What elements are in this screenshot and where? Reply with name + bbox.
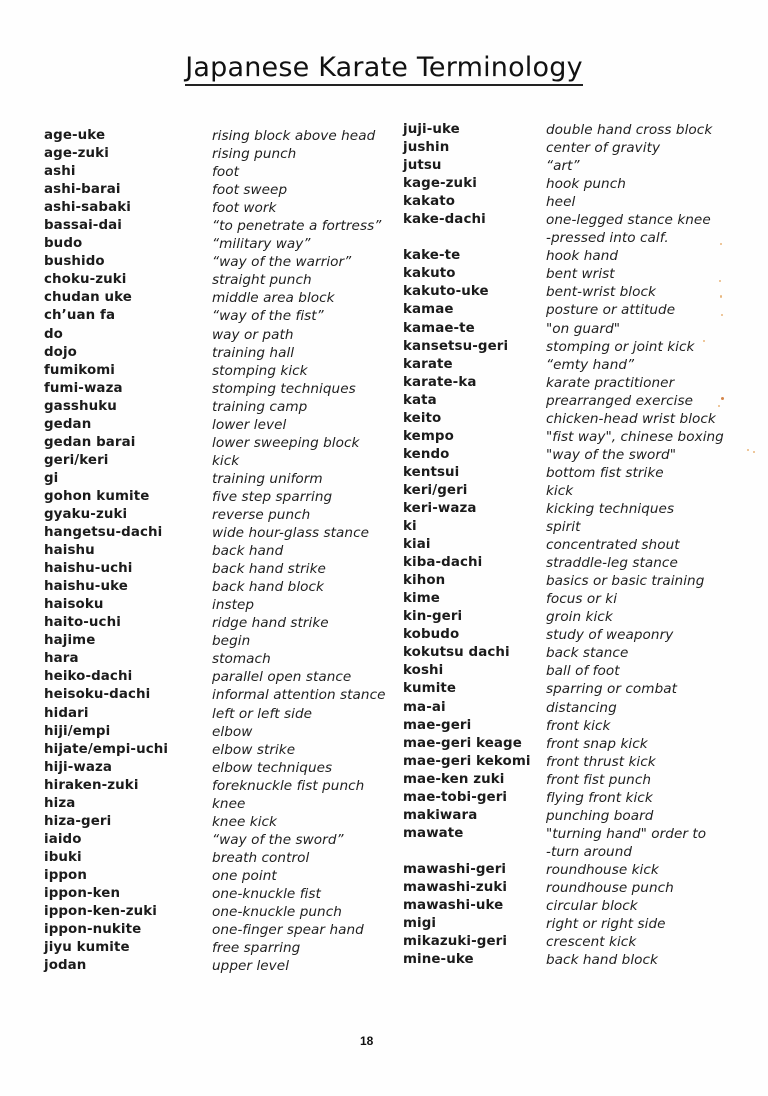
definition-cell: back stance — [546, 645, 629, 662]
term-cell: kata — [403, 392, 437, 408]
definition-cell: karate practitioner — [546, 374, 675, 391]
term-cell: kake-dachi — [403, 212, 486, 228]
definition-cell: circular block — [546, 898, 638, 915]
definition-cell: stomping kick — [212, 362, 308, 379]
term-cell: kumite — [403, 681, 457, 697]
definition-cell: foot work — [212, 200, 277, 217]
term-cell: heisoku-dachi — [44, 687, 151, 703]
definition-cell: foot sweep — [212, 182, 288, 199]
term-cell: mawashi-uke — [403, 898, 504, 914]
term-cell: mawashi-zuki — [403, 879, 508, 895]
definition-cell: crescent kick — [546, 934, 637, 951]
definition-cell: front fist punch — [546, 771, 652, 788]
definition-cell: punching board — [546, 807, 654, 824]
definition-cell: back hand strike — [212, 561, 326, 578]
term-cell — [403, 229, 531, 247]
term-cell: koshi — [403, 663, 444, 679]
right-terms-column — [403, 121, 531, 969]
term-cell: hijate/empi-uchi — [44, 741, 169, 757]
term-cell: hiji/empi — [44, 723, 111, 739]
paper-speck — [720, 243, 722, 245]
definition-cell: parallel open stance — [212, 669, 352, 686]
definition-cell: begin — [212, 633, 251, 650]
definition-cell: elbow techniques — [212, 759, 333, 776]
page-number: 18 — [360, 1034, 374, 1048]
term-cell: hiraken-zuki — [44, 777, 139, 793]
term-cell: fumikomi — [44, 362, 115, 378]
definition-cell: back hand — [212, 543, 284, 560]
term-cell: hara — [44, 651, 79, 667]
term-cell: age-zuki — [44, 146, 109, 162]
term-cell: karate — [403, 356, 453, 372]
term-cell: fumi-waza — [44, 380, 123, 396]
left-definitions-column — [212, 127, 386, 975]
term-cell: dojo — [44, 344, 77, 360]
term-cell: ibuki — [44, 849, 82, 865]
definition-cell: -turn around — [546, 843, 633, 860]
term-cell: ippon-ken — [44, 885, 121, 901]
definition-cell: kick — [546, 482, 574, 499]
definition-cell: chicken-head wrist block — [546, 410, 716, 427]
definition-cell: kick — [212, 452, 240, 469]
term-cell: kake-te — [403, 248, 461, 264]
term-cell: jodan — [44, 958, 87, 974]
definition-cell: bent-wrist block — [546, 284, 656, 301]
term-cell: ki — [403, 519, 417, 535]
left-terms-column — [44, 127, 168, 975]
definition-cell: training camp — [212, 398, 308, 415]
definition-cell: five step sparring — [212, 488, 333, 505]
definition-cell: -pressed into calf. — [546, 230, 669, 247]
term-cell: ippon-ken-zuki — [44, 904, 157, 920]
definition-cell: straight punch — [212, 272, 312, 289]
definition-cell: “art” — [546, 158, 580, 175]
term-cell: haishu — [44, 543, 95, 559]
term-cell: gedan — [44, 416, 92, 432]
term-cell: hiza — [44, 795, 76, 811]
term-cell: hiji-waza — [44, 759, 112, 775]
term-cell: ashi-sabaki — [44, 200, 131, 216]
definition-cell: focus or ki — [546, 591, 618, 608]
term-cell: geri/keri — [44, 452, 109, 468]
definition-cell: “to penetrate a fortress” — [212, 218, 382, 235]
term-cell: kime — [403, 591, 440, 607]
paper-speck — [719, 280, 721, 282]
definition-cell: front snap kick — [546, 735, 648, 752]
paper-speck — [718, 405, 720, 407]
term-cell: ma-ai — [403, 699, 446, 715]
term-cell: haisoku — [44, 597, 104, 613]
term-cell: keito — [403, 410, 442, 426]
definition-cell: one-finger spear hand — [212, 922, 364, 939]
definition-cell: one-knuckle fist — [212, 885, 321, 902]
term-cell: kamae-te — [403, 320, 475, 336]
paper-speck — [721, 314, 723, 316]
definition-cell: “way of the fist” — [212, 308, 324, 325]
definition-cell: ball of foot — [546, 663, 620, 680]
term-cell: kendo — [403, 446, 450, 462]
definition-cell: lower level — [212, 416, 287, 433]
definition-cell: free sparring — [212, 940, 301, 957]
term-cell: heiko-dachi — [44, 669, 133, 685]
definition-cell: training hall — [212, 344, 295, 361]
definition-cell: elbow — [212, 723, 253, 740]
term-cell — [403, 843, 531, 861]
term-cell: juji-uke — [403, 122, 460, 137]
term-cell: jutsu — [403, 158, 442, 174]
definition-cell: heel — [546, 194, 576, 211]
term-cell: bassai-dai — [44, 218, 122, 234]
term-cell: jushin — [403, 140, 450, 156]
definition-cell: knee — [212, 795, 246, 812]
definition-cell: ridge hand strike — [212, 615, 329, 632]
definition-cell: bottom fist strike — [546, 464, 664, 481]
term-cell: ippon — [44, 867, 87, 883]
definition-cell: elbow strike — [212, 741, 296, 758]
term-cell: age-uke — [44, 128, 106, 143]
definition-cell: left or left side — [212, 705, 313, 722]
definition-cell: one point — [212, 867, 277, 884]
term-cell: kakuto-uke — [403, 284, 489, 300]
term-cell: kentsui — [403, 464, 460, 480]
term-cell: jiyu kumite — [44, 940, 130, 956]
term-cell: budo — [44, 236, 83, 252]
term-cell: haishu-uchi — [44, 561, 133, 577]
definition-cell: kicking techniques — [546, 500, 675, 517]
term-cell: kansetsu-geri — [403, 338, 509, 354]
definition-cell: roundhouse punch — [546, 879, 674, 896]
paper-speck — [720, 295, 722, 298]
definition-cell: "turning hand" order to — [546, 825, 707, 842]
definition-cell: center of gravity — [546, 140, 661, 157]
definition-cell: posture or attitude — [546, 302, 676, 319]
term-cell: mawate — [403, 825, 464, 841]
term-cell: kakato — [403, 194, 456, 210]
definition-cell: stomping techniques — [212, 380, 356, 397]
term-cell: gyaku-zuki — [44, 506, 128, 522]
term-cell: kobudo — [403, 627, 460, 643]
definition-cell: groin kick — [546, 609, 613, 626]
term-cell: kihon — [403, 573, 446, 589]
definition-cell: stomping or joint kick — [546, 338, 695, 355]
definition-cell: knee kick — [212, 813, 277, 830]
term-cell: haito-uchi — [44, 615, 121, 631]
definition-cell: basics or basic training — [546, 573, 705, 590]
term-cell: gedan barai — [44, 434, 136, 450]
definition-cell: way or path — [212, 326, 294, 343]
term-cell: mae-tobi-geri — [403, 789, 508, 805]
definition-cell: back hand block — [212, 579, 324, 596]
term-cell: migi — [403, 916, 437, 932]
term-cell: ch’uan fa — [44, 308, 116, 324]
term-cell: kin-geri — [403, 609, 463, 625]
definition-cell: "on guard" — [546, 320, 621, 337]
definition-cell: lower sweeping block — [212, 434, 360, 451]
definition-cell: informal attention stance — [212, 687, 386, 704]
term-cell: kakuto — [403, 266, 456, 282]
definition-cell: sparring or combat — [546, 681, 678, 698]
page-title-text: Japanese Karate Terminology — [185, 52, 583, 86]
term-cell: kamae — [403, 302, 454, 318]
definition-cell: one-knuckle punch — [212, 904, 342, 921]
term-cell: chudan uke — [44, 290, 132, 306]
definition-cell: double hand cross block — [546, 122, 713, 138]
term-cell: mae-geri kekomi — [403, 753, 531, 769]
definition-cell: foreknuckle fist punch — [212, 777, 365, 794]
term-cell: kempo — [403, 428, 454, 444]
definition-cell: wide hour-glass stance — [212, 525, 370, 542]
definition-cell: hook punch — [546, 176, 626, 193]
term-cell: karate-ka — [403, 374, 477, 390]
definition-cell: front kick — [546, 717, 611, 734]
paper-speck — [753, 451, 755, 453]
definition-cell: training uniform — [212, 470, 323, 487]
term-cell: hangetsu-dachi — [44, 525, 163, 541]
definition-cell: rising punch — [212, 146, 297, 163]
term-cell: gi — [44, 470, 59, 486]
definition-cell: instep — [212, 597, 255, 614]
term-cell: mine-uke — [403, 952, 474, 968]
term-cell: kage-zuki — [403, 176, 477, 192]
term-cell: keri/geri — [403, 482, 468, 498]
definition-cell: upper level — [212, 958, 290, 975]
term-cell: kiai — [403, 537, 431, 553]
definition-cell: flying front kick — [546, 789, 653, 806]
definition-cell: hook hand — [546, 248, 619, 265]
term-cell: ashi — [44, 164, 76, 180]
right-definitions-column — [546, 121, 724, 969]
definition-cell: straddle-leg stance — [546, 555, 678, 572]
term-cell: kiba-dachi — [403, 555, 483, 571]
paper-speck — [747, 449, 749, 451]
term-cell: bushido — [44, 254, 105, 270]
definition-cell: concentrated shout — [546, 537, 680, 554]
definition-cell: “military way” — [212, 236, 311, 253]
definition-cell: “way of the sword” — [212, 831, 344, 848]
definition-cell: front thrust kick — [546, 753, 656, 770]
term-cell: iaido — [44, 831, 82, 847]
term-cell: keri-waza — [403, 500, 477, 516]
definition-cell: reverse punch — [212, 506, 311, 523]
term-cell: mikazuki-geri — [403, 934, 508, 950]
page-title — [0, 52, 768, 83]
definition-cell: bent wrist — [546, 266, 615, 283]
definition-cell: "fist way", chinese boxing — [546, 428, 724, 445]
definition-cell: spirit — [546, 519, 581, 536]
definition-cell: distancing — [546, 699, 617, 716]
term-cell: ippon-nukite — [44, 922, 142, 938]
term-cell: choku-zuki — [44, 272, 127, 288]
definition-cell: “way of the warrior” — [212, 254, 352, 271]
definition-cell: stomach — [212, 651, 271, 668]
definition-cell: “emty hand” — [546, 356, 635, 373]
term-cell: hiza-geri — [44, 813, 112, 829]
term-cell: gasshuku — [44, 398, 117, 414]
definition-cell: back hand block — [546, 952, 658, 969]
term-cell: mawashi-geri — [403, 861, 507, 877]
definition-cell: right or right side — [546, 916, 666, 933]
term-cell: hidari — [44, 705, 89, 721]
definition-cell: foot — [212, 164, 239, 181]
definition-cell: roundhouse kick — [546, 861, 659, 878]
paper-speck — [703, 340, 705, 342]
term-cell: mae-geri keage — [403, 735, 522, 751]
definition-cell: rising block above head — [212, 128, 376, 144]
term-cell: do — [44, 326, 63, 342]
paper-speck — [721, 397, 724, 400]
definition-cell: "way of the sword" — [546, 446, 677, 463]
definition-cell: study of weaponry — [546, 627, 674, 644]
definition-cell: one-legged stance knee — [546, 212, 711, 229]
definition-cell: breath control — [212, 849, 310, 866]
term-cell: kokutsu dachi — [403, 645, 510, 661]
term-cell: mae-ken zuki — [403, 771, 505, 787]
term-cell: hajime — [44, 633, 96, 649]
definition-cell: prearranged exercise — [546, 392, 694, 409]
term-cell: mae-geri — [403, 717, 472, 733]
term-cell: gohon kumite — [44, 488, 150, 504]
definition-cell: middle area block — [212, 290, 335, 307]
term-cell: haishu-uke — [44, 579, 128, 595]
term-cell: ashi-barai — [44, 182, 121, 198]
term-cell: makiwara — [403, 807, 478, 823]
